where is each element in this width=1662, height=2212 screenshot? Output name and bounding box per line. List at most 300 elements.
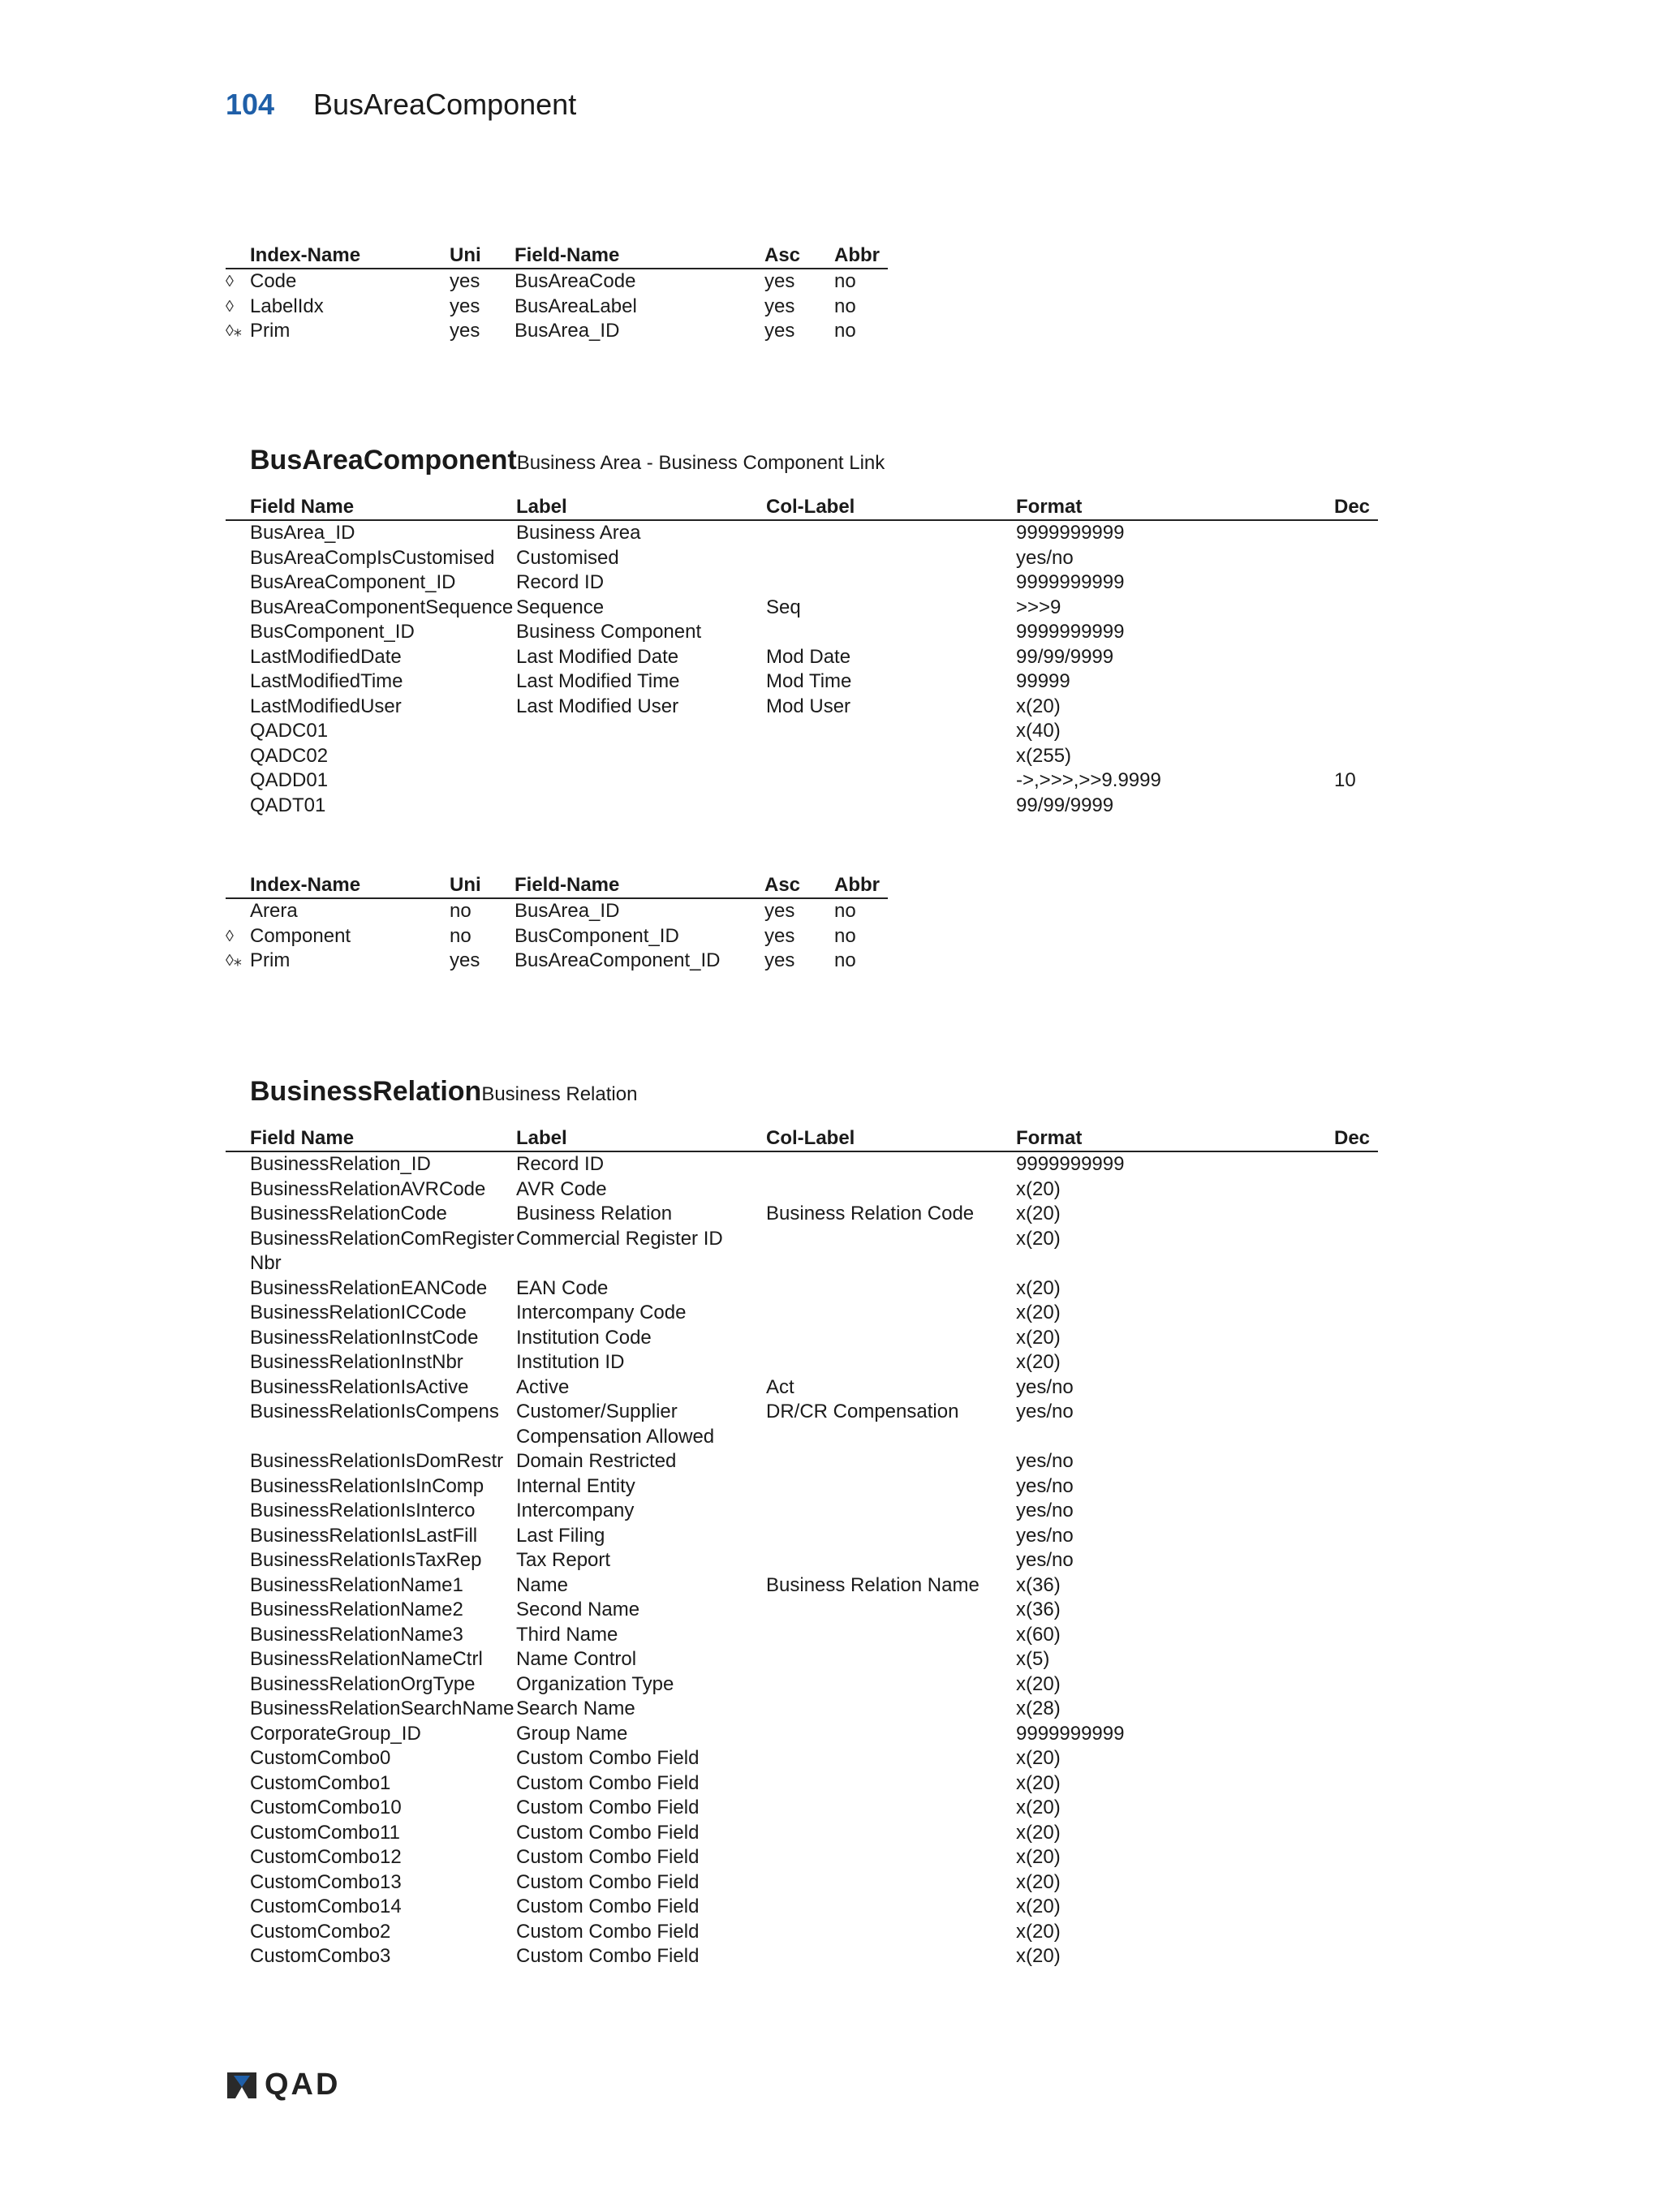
field-row [226, 1301, 1378, 1326]
row-marker [226, 1449, 250, 1474]
field-label: AVR Code [516, 1177, 607, 1200]
index-asc: yes [764, 270, 795, 292]
field-format: x(36) [1016, 1573, 1061, 1596]
field-dec [1334, 719, 1378, 744]
field-format: 9999999999 [1016, 1722, 1125, 1745]
header-uni: Uni [450, 873, 515, 898]
header-col-label: Col-Label [766, 1126, 1016, 1151]
field-row [226, 570, 1378, 596]
index-marker [226, 898, 250, 924]
field-label: Custom Combo Field [516, 1771, 700, 1794]
field-format: yes/no [1016, 1474, 1074, 1497]
field-dec [1334, 1151, 1378, 1177]
field-row [226, 1375, 1378, 1401]
field-col-label: Mod Date [766, 645, 851, 668]
header-dec: Dec [1334, 495, 1378, 520]
index-asc: yes [764, 900, 795, 922]
row-marker [226, 546, 250, 571]
row-marker [226, 1524, 250, 1549]
field-row [226, 1845, 1378, 1870]
row-marker [226, 1474, 250, 1500]
field-name: BusinessRelationICCode [250, 1302, 467, 1323]
field-table-businessrelation [226, 1126, 1378, 1969]
field-label: Custom Combo Field [516, 1945, 700, 1967]
table-description: Business Area - Business Component Link [516, 452, 885, 474]
field-name: CustomCombo1 [250, 1771, 391, 1794]
row-marker [226, 1548, 250, 1573]
field-name: BusinessRelationIsDomRestr [250, 1450, 504, 1472]
field-col-label [766, 768, 1016, 794]
field-name: CustomCombo11 [250, 1821, 400, 1844]
field-dec [1334, 669, 1378, 695]
table-name: BusAreaComponent [250, 445, 517, 476]
header-index-name: Index-Name [250, 243, 450, 269]
field-dec [1334, 570, 1378, 596]
index-row [226, 269, 888, 295]
field-format: yes/no [1016, 1450, 1074, 1472]
field-format: yes/no [1016, 1401, 1074, 1422]
header-index-name: Index-Name [250, 873, 450, 898]
field-format: x(255) [1016, 744, 1072, 767]
row-marker [226, 596, 250, 621]
page-number: 104 [226, 88, 275, 121]
field-format: x(20) [1016, 1276, 1061, 1299]
field-col-label: Business Relation Code [766, 1203, 975, 1224]
field-col-label [766, 1796, 1016, 1821]
field-row [226, 620, 1378, 645]
field-name: QADC01 [250, 720, 329, 742]
field-col-label [766, 794, 1016, 819]
field-label: Name Control [516, 1648, 637, 1670]
field-name: BusComponent_ID [250, 621, 415, 643]
field-name: LastModifiedUser [250, 695, 402, 717]
index-unique: yes [450, 949, 480, 971]
field-row [226, 1920, 1378, 1945]
field-col-label [766, 1301, 1016, 1326]
field-name: BusinessRelationName1 [250, 1573, 463, 1596]
field-row [226, 1672, 1378, 1698]
row-marker [226, 1870, 250, 1896]
field-dec [1334, 1920, 1378, 1945]
index-row [226, 295, 888, 320]
field-col-label [766, 1944, 1016, 1969]
field-format: 9999999999 [1016, 1153, 1125, 1175]
field-label: Customer/Supplier Compensation Allowed [516, 1401, 715, 1448]
field-dec [1334, 1573, 1378, 1599]
field-name: BusinessRelationCode [250, 1203, 447, 1224]
field-row [226, 1895, 1378, 1920]
field-dec: 10 [1334, 769, 1356, 791]
field-name: BusinessRelationIsInComp [250, 1474, 484, 1497]
field-dec [1334, 1276, 1378, 1302]
field-name: BusinessRelationComRegister Nbr [250, 1227, 515, 1274]
field-name: BusinessRelationNameCtrl [250, 1648, 483, 1670]
field-dec [1334, 744, 1378, 769]
field-col-label [766, 1623, 1016, 1648]
field-format: x(20) [1016, 1846, 1061, 1868]
field-format: 9999999999 [1016, 522, 1125, 544]
field-label: Record ID [516, 1153, 605, 1175]
field-name: CustomCombo0 [250, 1747, 391, 1769]
field-label: Custom Combo Field [516, 1896, 700, 1917]
field-name: BusAreaComponent_ID [250, 571, 456, 593]
field-row [226, 695, 1378, 720]
field-format: 9999999999 [1016, 621, 1125, 643]
header-asc: Asc [764, 243, 834, 269]
field-label: Intercompany [516, 1500, 635, 1521]
field-dec [1334, 1771, 1378, 1797]
field-name: CustomCombo12 [250, 1846, 402, 1868]
index-marker: ◊ [226, 927, 234, 945]
index-unique: no [450, 924, 471, 947]
field-format: x(20) [1016, 695, 1061, 717]
field-format: x(20) [1016, 1870, 1061, 1893]
index-asc: yes [764, 295, 795, 317]
field-col-label: Business Relation Name [766, 1573, 980, 1596]
field-dec [1334, 1449, 1378, 1474]
field-row [226, 1722, 1378, 1747]
field-col-label [766, 1598, 1016, 1623]
field-name: BusinessRelationSearchName [250, 1698, 515, 1719]
row-marker [226, 1202, 250, 1227]
index-abbr: no [834, 270, 856, 292]
qad-logo [226, 2068, 340, 2102]
field-row [226, 1598, 1378, 1623]
field-col-label: Mod Time [766, 670, 852, 692]
index-unique: yes [450, 295, 480, 317]
row-marker [226, 719, 250, 744]
index-field: BusComponent_ID [515, 924, 679, 947]
field-label: Business Relation [516, 1203, 673, 1224]
section-heading-businessrelation [250, 1076, 637, 1108]
field-label: Business Component [516, 621, 702, 643]
index-row [226, 924, 888, 949]
field-format: 9999999999 [1016, 571, 1125, 593]
field-row [226, 1474, 1378, 1500]
field-label [516, 744, 766, 769]
field-format: x(20) [1016, 1351, 1061, 1373]
field-name: BusinessRelationIsInterco [250, 1500, 476, 1521]
row-marker [226, 794, 250, 819]
field-name: BusinessRelationInstNbr [250, 1351, 463, 1373]
field-row [226, 1548, 1378, 1573]
field-row [226, 1276, 1378, 1302]
field-name: QADT01 [250, 794, 326, 816]
field-row [226, 1227, 1378, 1276]
field-format: x(20) [1016, 1747, 1061, 1769]
qad-logo-icon [226, 2071, 258, 2100]
field-label [516, 794, 766, 819]
index-name: Code [250, 270, 297, 292]
index-unique: no [450, 900, 471, 922]
row-marker [226, 695, 250, 720]
header-field: Field Name [250, 495, 516, 520]
field-name: BusinessRelationEANCode [250, 1276, 488, 1299]
field-name: QADD01 [250, 769, 329, 791]
field-format: 99999 [1016, 670, 1070, 692]
header-col-label: Col-Label [766, 495, 1016, 520]
field-dec [1334, 1944, 1378, 1969]
field-name: CustomCombo10 [250, 1797, 402, 1818]
index-table-busareacomponent [226, 873, 888, 974]
field-name: CorporateGroup_ID [250, 1722, 421, 1745]
row-marker [226, 520, 250, 546]
row-marker [226, 620, 250, 645]
field-col-label [766, 620, 1016, 645]
field-label: Custom Combo Field [516, 1747, 700, 1769]
field-dec [1334, 1623, 1378, 1648]
row-marker [226, 1746, 250, 1771]
field-col-label: Act [766, 1375, 794, 1398]
index-abbr: no [834, 295, 856, 317]
table-name: BusinessRelation [250, 1076, 482, 1107]
row-marker [226, 1350, 250, 1375]
field-label: Custom Combo Field [516, 1920, 700, 1943]
field-format: yes/no [1016, 1524, 1074, 1547]
field-dec [1334, 1746, 1378, 1771]
index-abbr: no [834, 949, 856, 971]
index-abbr: no [834, 924, 856, 947]
header-label: Label [516, 1126, 766, 1151]
row-marker [226, 1722, 250, 1747]
field-label: Record ID [516, 571, 605, 593]
field-name: LastModifiedDate [250, 645, 402, 668]
field-format: yes/no [1016, 1500, 1074, 1521]
field-label: Organization Type [516, 1672, 674, 1695]
field-col-label [766, 1895, 1016, 1920]
field-format: x(20) [1016, 1945, 1061, 1967]
row-marker [226, 1697, 250, 1722]
field-dec [1334, 1202, 1378, 1227]
field-dec [1334, 520, 1378, 546]
field-row [226, 520, 1378, 546]
index-marker: ◊⁎ [226, 322, 242, 340]
row-marker [226, 1895, 250, 1920]
row-marker [226, 1573, 250, 1599]
field-col-label [766, 1771, 1016, 1797]
field-label: Internal Entity [516, 1474, 635, 1497]
field-dec [1334, 1845, 1378, 1870]
field-col-label [766, 1326, 1016, 1351]
field-label: Name [516, 1573, 569, 1596]
row-marker [226, 1771, 250, 1797]
field-format: x(20) [1016, 1672, 1061, 1695]
row-marker [226, 1944, 250, 1969]
index-asc: yes [764, 320, 795, 342]
field-label: Custom Combo Field [516, 1846, 700, 1868]
field-format: 99/99/9999 [1016, 645, 1114, 668]
field-row [226, 1326, 1378, 1351]
index-field: BusAreaLabel [515, 295, 637, 317]
field-table-busareacomponent [226, 495, 1378, 818]
field-label: Second Name [516, 1599, 640, 1620]
field-label: Commercial Register ID [516, 1227, 723, 1250]
row-marker [226, 1821, 250, 1846]
field-name: QADC02 [250, 744, 329, 767]
field-col-label [766, 1177, 1016, 1203]
field-label: Last Modified Time [516, 670, 680, 692]
index-field: BusAreaCode [515, 270, 636, 292]
field-format: yes/no [1016, 1375, 1074, 1398]
field-dec [1334, 596, 1378, 621]
field-format: ->,>>>,>>9.9999 [1016, 769, 1161, 791]
field-name: BusAreaComponentSequence [250, 596, 514, 618]
field-label: Third Name [516, 1623, 618, 1646]
field-row [226, 1400, 1378, 1449]
field-name: BusinessRelationName3 [250, 1623, 463, 1646]
field-dec [1334, 1375, 1378, 1401]
row-marker [226, 1499, 250, 1524]
field-col-label [766, 1276, 1016, 1302]
field-format: 99/99/9999 [1016, 794, 1114, 816]
field-dec [1334, 1821, 1378, 1846]
field-col-label [766, 1548, 1016, 1573]
field-dec [1334, 1177, 1378, 1203]
logo-text: QAD [265, 2068, 341, 2102]
row-marker [226, 1151, 250, 1177]
field-label: Group Name [516, 1722, 628, 1745]
index-field: BusAreaComponent_ID [515, 949, 721, 971]
index-asc: yes [764, 924, 795, 947]
field-row [226, 1771, 1378, 1797]
field-row [226, 1697, 1378, 1722]
index-name: Prim [250, 949, 291, 971]
field-name: CustomCombo3 [250, 1945, 391, 1967]
index-name: LabelIdx [250, 295, 324, 317]
field-dec [1334, 1326, 1378, 1351]
field-col-label: Seq [766, 596, 801, 618]
field-label: Last Modified Date [516, 645, 679, 668]
field-dec [1334, 1474, 1378, 1500]
field-dec [1334, 1672, 1378, 1698]
index-field: BusArea_ID [515, 900, 620, 922]
field-dec [1334, 1350, 1378, 1375]
index-row [226, 319, 888, 344]
field-label: Sequence [516, 596, 605, 618]
row-marker [226, 744, 250, 769]
field-row [226, 1151, 1378, 1177]
field-name: LastModifiedTime [250, 670, 403, 692]
field-col-label [766, 1227, 1016, 1276]
field-label: Custom Combo Field [516, 1870, 700, 1893]
field-row [226, 1647, 1378, 1672]
field-row [226, 719, 1378, 744]
field-row [226, 1573, 1378, 1599]
field-label: Institution Code [516, 1326, 652, 1349]
field-label: Active [516, 1375, 570, 1398]
row-marker [226, 669, 250, 695]
field-dec [1334, 1227, 1378, 1276]
field-col-label [766, 570, 1016, 596]
field-col-label [766, 1845, 1016, 1870]
field-name: BusinessRelationIsTaxRep [250, 1549, 482, 1571]
field-dec [1334, 1796, 1378, 1821]
field-col-label [766, 1920, 1016, 1945]
index-abbr: no [834, 320, 856, 342]
index-unique: yes [450, 320, 480, 342]
field-format: x(20) [1016, 1896, 1061, 1917]
field-format: yes/no [1016, 1549, 1074, 1571]
field-name: BusinessRelationInstCode [250, 1326, 479, 1349]
field-row [226, 1524, 1378, 1549]
field-row [226, 768, 1378, 794]
index-row [226, 898, 888, 924]
field-label: Institution ID [516, 1351, 625, 1373]
index-table-header [226, 873, 888, 898]
field-col-label [766, 1474, 1016, 1500]
field-label [516, 719, 766, 744]
field-dec [1334, 1524, 1378, 1549]
page-title: BusAreaComponent [313, 88, 577, 121]
field-row [226, 1202, 1378, 1227]
field-name: BusArea_ID [250, 522, 355, 544]
field-format: >>>9 [1016, 596, 1061, 618]
table-description: Business Relation [481, 1083, 638, 1105]
field-row [226, 645, 1378, 670]
field-col-label [766, 1722, 1016, 1747]
field-row [226, 596, 1378, 621]
field-row [226, 1870, 1378, 1896]
field-label: Intercompany Code [516, 1302, 687, 1323]
row-marker [226, 1400, 250, 1449]
field-dec [1334, 1722, 1378, 1747]
index-table-header [226, 243, 888, 269]
header-field-name: Field-Name [515, 243, 764, 269]
header-field-name: Field-Name [515, 873, 764, 898]
field-name: BusinessRelationIsLastFill [250, 1524, 478, 1547]
row-marker [226, 1326, 250, 1351]
field-label: Business Area [516, 522, 641, 544]
field-row [226, 794, 1378, 819]
field-dec [1334, 1697, 1378, 1722]
index-table-busarea [226, 243, 888, 344]
field-col-label [766, 1151, 1016, 1177]
field-format: x(36) [1016, 1599, 1061, 1620]
field-row [226, 546, 1378, 571]
field-row [226, 1796, 1378, 1821]
header-uni: Uni [450, 243, 515, 269]
field-format: x(20) [1016, 1771, 1061, 1794]
field-name: BusinessRelationIsCompens [250, 1401, 499, 1422]
row-marker [226, 1177, 250, 1203]
index-marker: ◊⁎ [226, 952, 242, 970]
field-dec [1334, 645, 1378, 670]
header-label: Label [516, 495, 766, 520]
row-marker [226, 1623, 250, 1648]
row-marker [226, 1301, 250, 1326]
field-dec [1334, 1598, 1378, 1623]
field-format: yes/no [1016, 546, 1074, 569]
row-marker [226, 1276, 250, 1302]
field-format: x(20) [1016, 1203, 1061, 1224]
field-col-label [766, 1870, 1016, 1896]
field-col-label [766, 1697, 1016, 1722]
field-name: BusinessRelationAVRCode [250, 1177, 486, 1200]
row-marker [226, 1796, 250, 1821]
field-format: x(20) [1016, 1302, 1061, 1323]
field-label: EAN Code [516, 1276, 609, 1299]
field-row [226, 1821, 1378, 1846]
field-name: BusinessRelationOrgType [250, 1672, 476, 1695]
row-marker [226, 645, 250, 670]
field-row [226, 744, 1378, 769]
header-abbr: Abbr [834, 243, 888, 269]
field-table-header [226, 495, 1378, 520]
header-format: Format [1016, 495, 1334, 520]
index-name: Prim [250, 320, 291, 342]
field-label: Last Modified User [516, 695, 679, 717]
field-col-label [766, 1746, 1016, 1771]
